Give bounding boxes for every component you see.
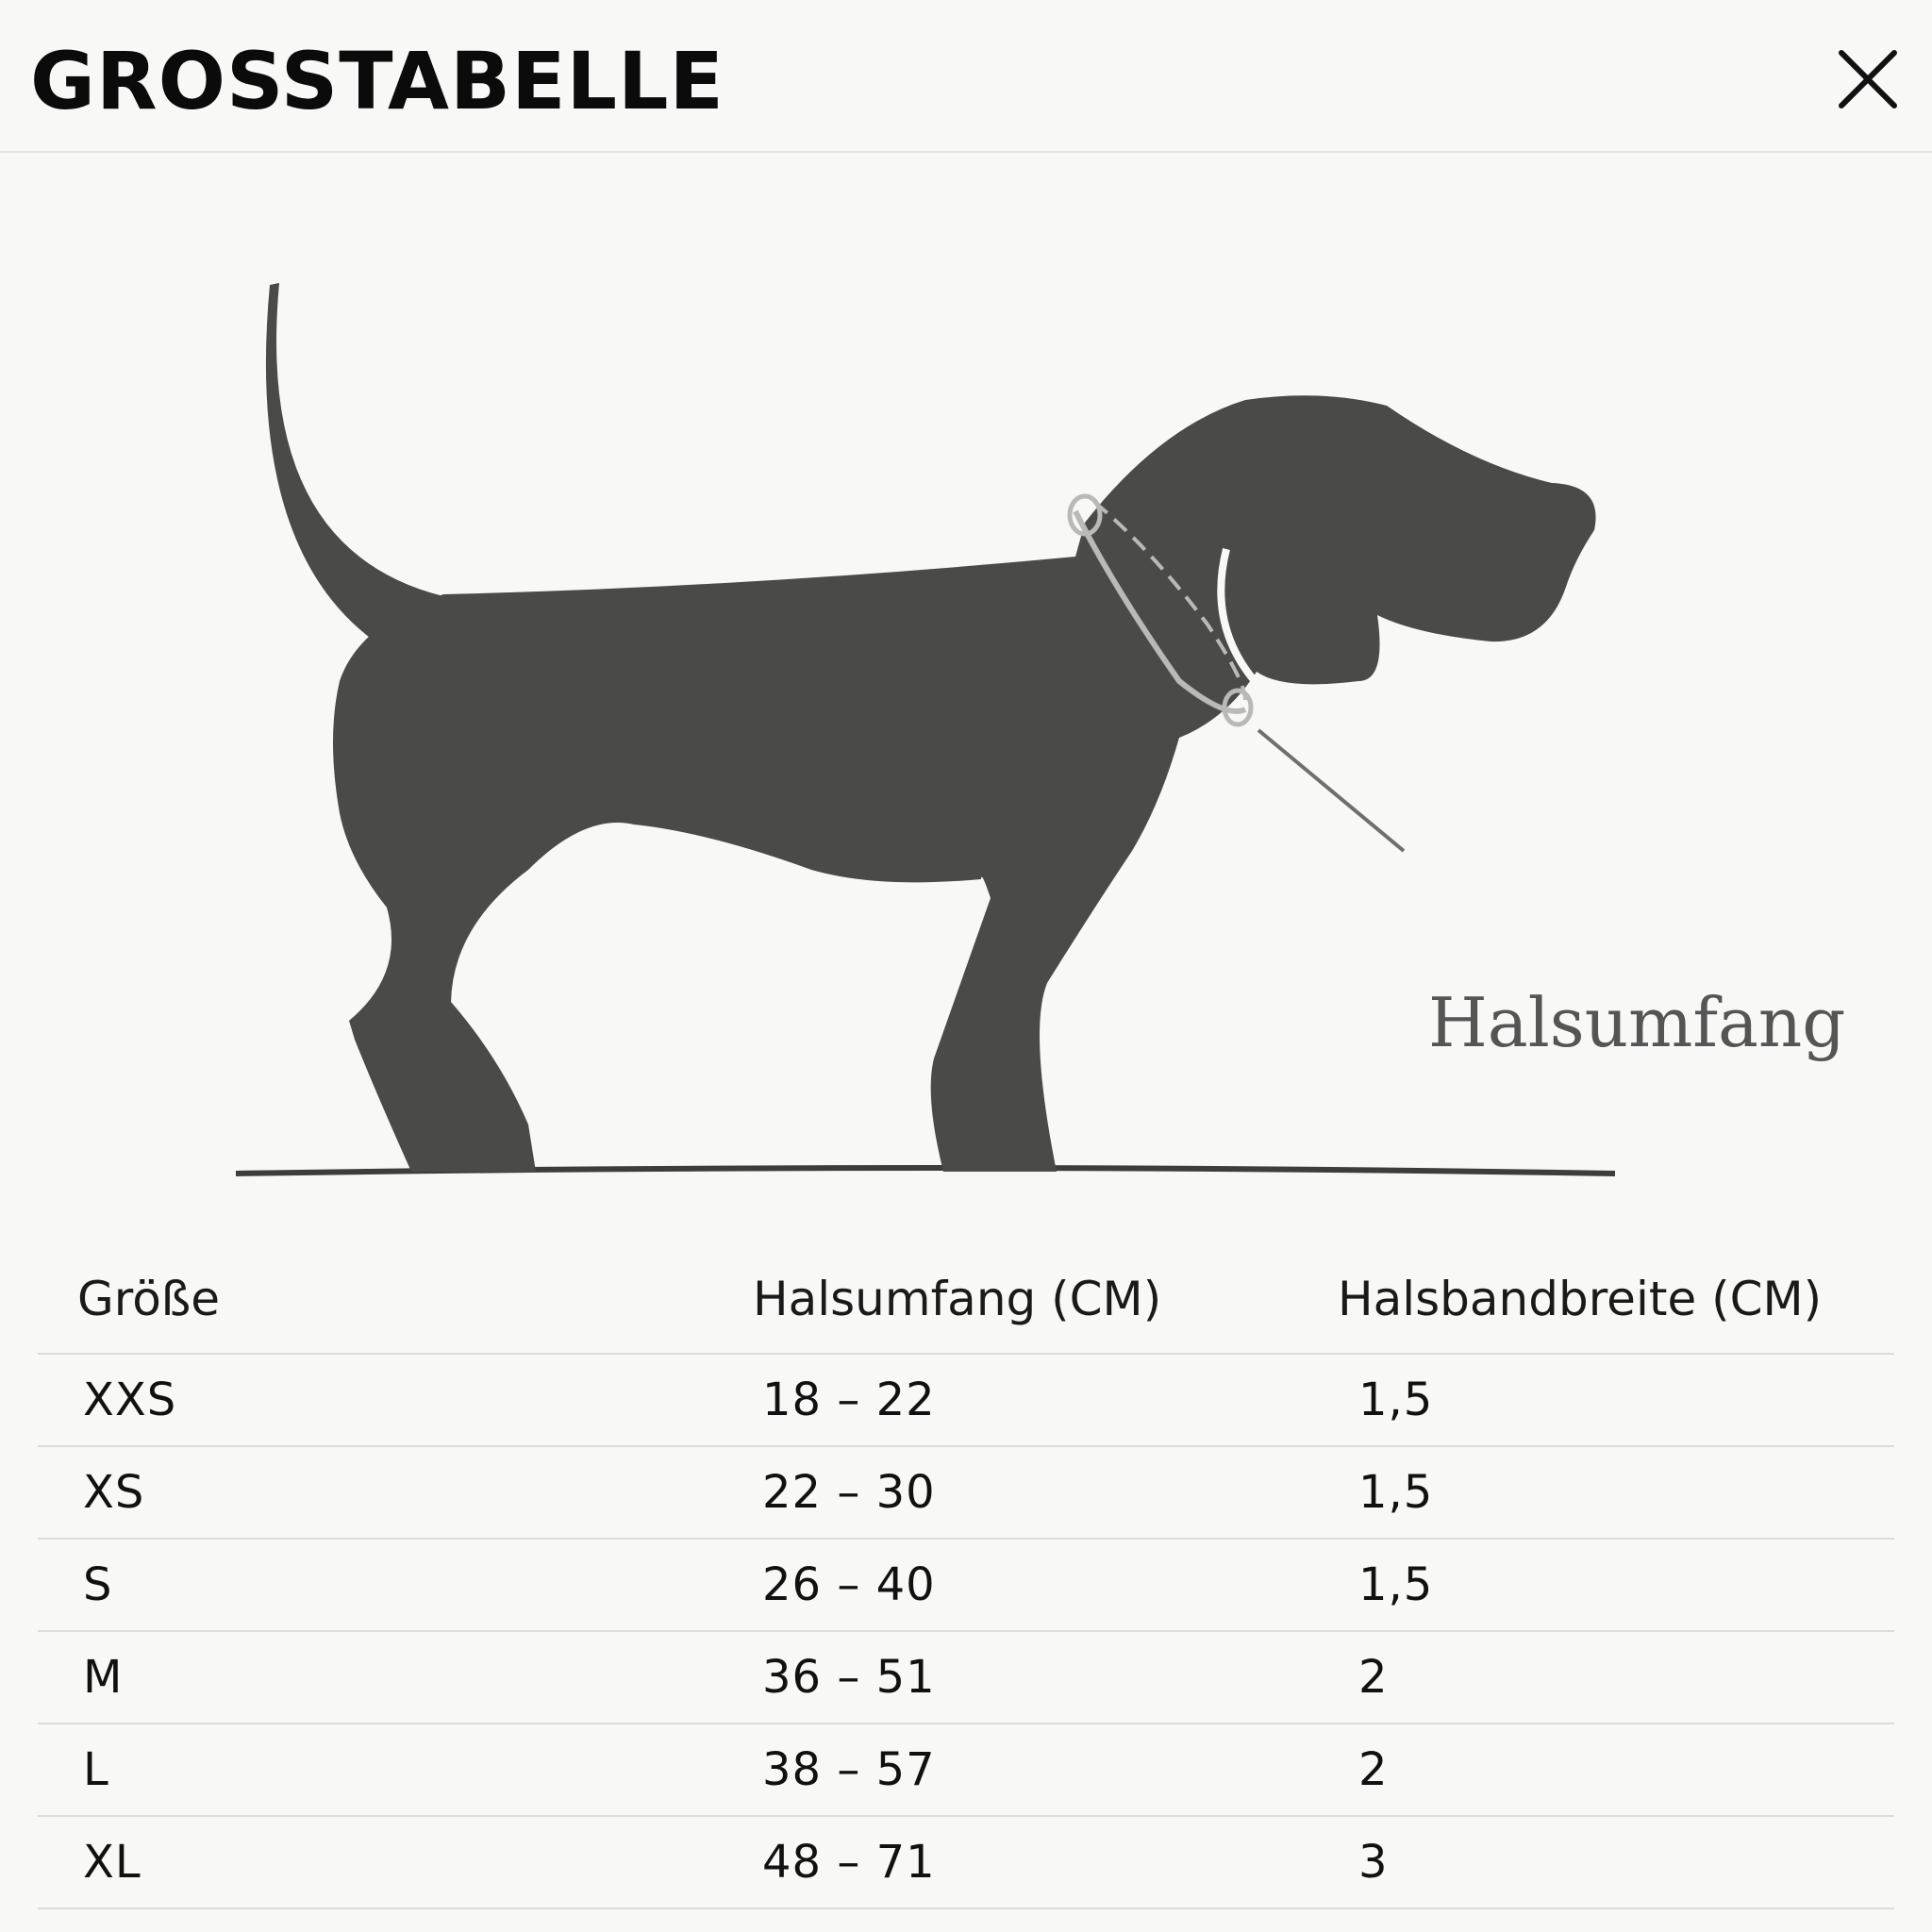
neck-cell: 18 – 22 bbox=[753, 1354, 1338, 1446]
size-cell: M bbox=[38, 1631, 753, 1724]
size-table bbox=[38, 1245, 1894, 1909]
table-row bbox=[38, 1354, 1894, 1446]
width-cell: 1,5 bbox=[1338, 1539, 1894, 1631]
table-row bbox=[38, 1446, 1894, 1539]
close-button[interactable] bbox=[1834, 45, 1902, 113]
table-row bbox=[38, 1631, 1894, 1724]
column-header-neck: Halsumfang (CM) bbox=[753, 1245, 1338, 1354]
size-cell: L bbox=[38, 1724, 753, 1816]
column-header-width: Halsbandbreite (CM) bbox=[1338, 1245, 1894, 1354]
modal-header bbox=[0, 0, 1932, 153]
size-cell: XXS bbox=[38, 1354, 753, 1446]
table-row bbox=[38, 1724, 1894, 1816]
close-icon bbox=[1834, 45, 1902, 113]
modal-title: GROSSTABELLE bbox=[30, 35, 724, 127]
width-cell: 1,5 bbox=[1338, 1446, 1894, 1539]
width-cell: 3 bbox=[1338, 1816, 1894, 1908]
neck-cell: 36 – 51 bbox=[753, 1631, 1338, 1724]
size-cell: XS bbox=[38, 1446, 753, 1539]
table-row bbox=[38, 1539, 1894, 1631]
size-cell: S bbox=[38, 1539, 753, 1631]
neck-cell: 38 – 57 bbox=[753, 1724, 1338, 1816]
table-row bbox=[38, 1816, 1894, 1908]
size-cell: XL bbox=[38, 1816, 753, 1908]
width-cell: 2 bbox=[1338, 1631, 1894, 1724]
column-header-size: Größe bbox=[38, 1245, 753, 1354]
neck-cell: 26 – 40 bbox=[753, 1539, 1338, 1631]
width-cell: 1,5 bbox=[1338, 1354, 1894, 1446]
neck-measure-label: Halsumfang bbox=[1428, 983, 1846, 1062]
neck-cell: 48 – 71 bbox=[753, 1816, 1338, 1908]
dog-neck-illustration bbox=[0, 153, 1932, 1200]
table-header-row bbox=[38, 1245, 1894, 1354]
width-cell: 2 bbox=[1338, 1724, 1894, 1816]
neck-cell: 22 – 30 bbox=[753, 1446, 1338, 1539]
